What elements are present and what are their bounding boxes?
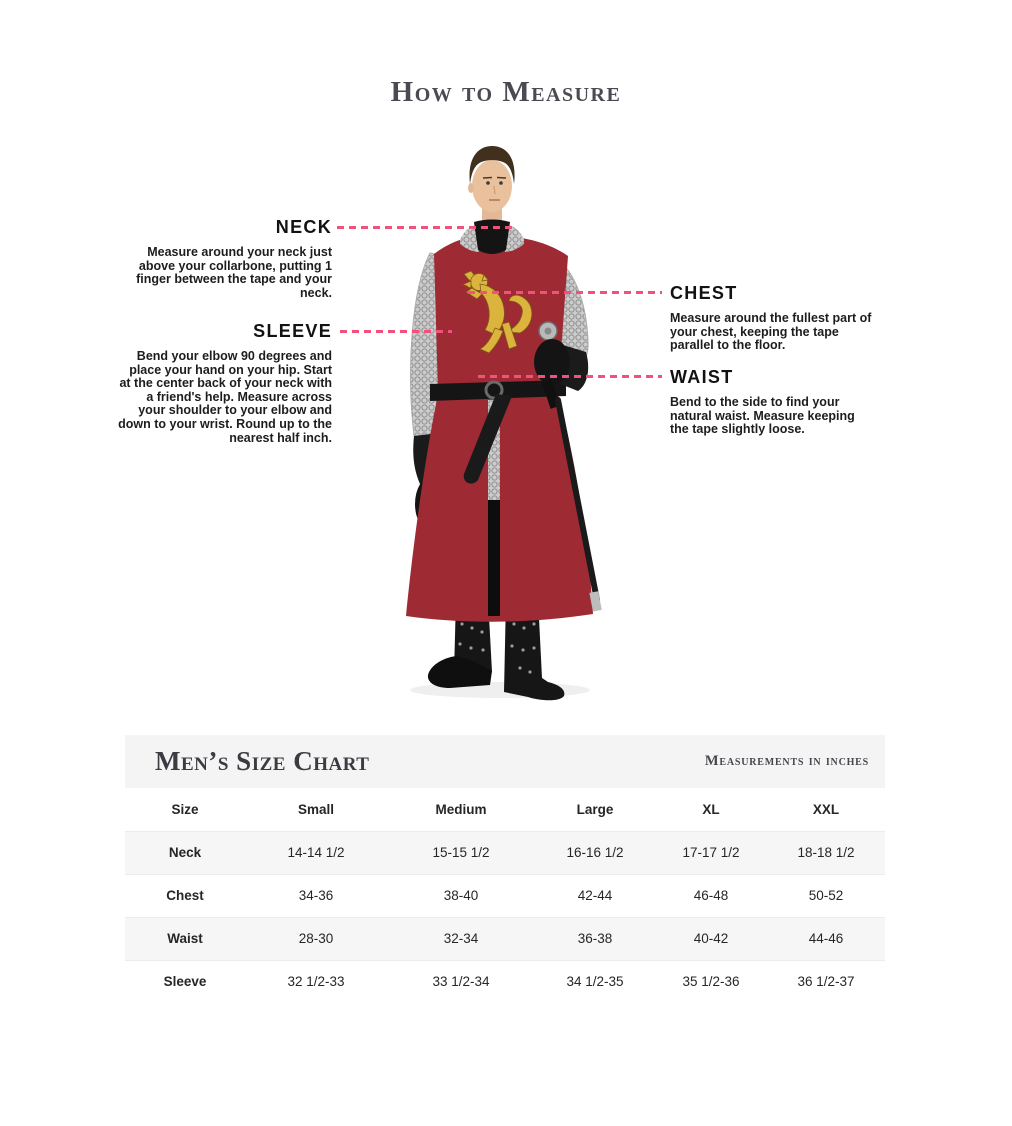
column-header-small: Small	[245, 788, 387, 831]
chest-label: CHEST	[670, 283, 738, 303]
callout-neck	[120, 217, 332, 300]
size-chart-units-note: Measurements in inches	[704, 753, 869, 769]
table-row-chest	[125, 874, 885, 917]
cell-waist-medium: 32-34	[443, 931, 479, 946]
chest-instructions: Measure around the fullest part of your chest, keeping the tape parallel to the floor.	[670, 311, 872, 353]
size-chart-header	[125, 735, 885, 788]
size-chart-table	[125, 788, 885, 1003]
cell-neck-medium: 15-15 1/2	[432, 845, 490, 860]
sleeve-instructions: Bend your elbow 90 degrees and place your hand on your hip. Start at the center back of your neck with a friend's help. Measure across your shoulder to your elbow and down to your wrist. Round up to the nearest half inch.	[118, 349, 332, 445]
table-row-neck	[125, 831, 885, 874]
knight-costume-figure	[400, 138, 645, 703]
cell-chest-small: 34-36	[298, 888, 334, 903]
waist-label: WAIST	[670, 367, 734, 387]
column-header-size: Size	[125, 788, 245, 831]
row-label-waist: Waist	[167, 931, 203, 946]
chest-measure-line	[468, 291, 662, 294]
knight-figure-illustration	[400, 138, 645, 703]
table-row-sleeve	[125, 960, 885, 1003]
cell-sleeve-xxl: 36 1/2-37	[797, 974, 855, 990]
row-label-neck: Neck	[168, 845, 202, 860]
column-header-large: Large	[535, 788, 655, 831]
cell-sleeve-xl: 35 1/2-36	[682, 974, 740, 990]
cell-waist-xl: 40-42	[693, 931, 729, 946]
waist-measure-line	[478, 375, 662, 378]
callout-waist	[670, 367, 870, 437]
cell-chest-xl: 46-48	[693, 888, 729, 903]
collar	[474, 220, 510, 255]
cell-neck-xl: 17-17 1/2	[682, 845, 740, 860]
row-label-chest: Chest	[166, 888, 204, 903]
column-header-medium: Medium	[387, 788, 535, 831]
face	[472, 160, 512, 212]
sleeve-measure-line	[340, 330, 452, 333]
cell-neck-xxl: 18-18 1/2	[797, 845, 855, 860]
cell-neck-small: 14-14 1/2	[287, 845, 345, 860]
column-header-xl: XL	[655, 788, 767, 831]
cell-chest-xxl: 50-52	[808, 888, 844, 903]
cell-waist-large: 36-38	[577, 931, 613, 946]
cell-neck-large: 16-16 1/2	[566, 845, 624, 860]
neck-instructions: Measure around your neck just above your collarbone, putting 1 finger between the tape and your neck.	[136, 245, 332, 300]
cell-waist-small: 28-30	[298, 931, 334, 946]
cell-waist-xxl: 44-46	[808, 931, 844, 946]
column-header-xxl: XXL	[767, 788, 885, 831]
row-label-sleeve: Sleeve	[163, 974, 207, 990]
callout-chest	[670, 283, 878, 353]
cell-sleeve-small: 32 1/2-33	[287, 974, 345, 990]
neck-label: NECK	[275, 217, 332, 237]
callout-sleeve	[118, 321, 332, 445]
cell-sleeve-medium: 33 1/2-34	[432, 974, 490, 990]
size-chart-header-row	[125, 788, 885, 831]
neck-measure-line	[337, 226, 512, 229]
page-title: How to Measure	[390, 76, 622, 108]
size-chart-title: Men’s Size Chart	[155, 746, 370, 776]
waist-instructions: Bend to the side to find your natural waist. Measure keeping the tape slightly loose.	[670, 395, 855, 437]
cell-sleeve-large: 34 1/2-35	[566, 974, 624, 990]
table-row-waist	[125, 917, 885, 960]
cell-chest-medium: 38-40	[443, 888, 479, 903]
cell-chest-large: 42-44	[577, 888, 613, 903]
sleeve-label: SLEEVE	[253, 321, 332, 341]
